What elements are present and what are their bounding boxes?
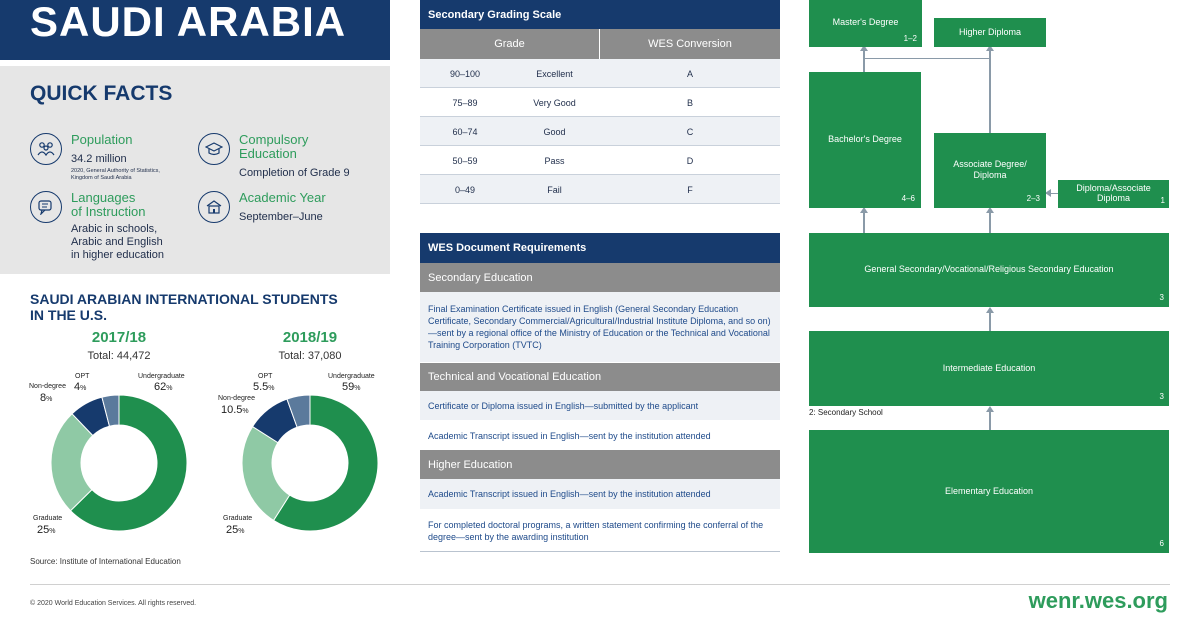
grade-cell-wes: B xyxy=(686,97,693,108)
grade-row xyxy=(420,146,780,175)
grade-cell-wes: C xyxy=(686,126,694,137)
diploma-associate-box xyxy=(1058,180,1169,208)
chart-2-title: 2018/19 xyxy=(282,329,338,346)
chart-1-non-degree-label: Non-degree xyxy=(29,383,66,390)
chart-1-non-degree-value: 8% xyxy=(40,392,53,404)
academic-year-label: Academic Year xyxy=(239,190,326,205)
arrow-up-icon xyxy=(986,307,994,313)
students-heading-line-1: SAUDI ARABIAN INTERNATIONAL STUDENTS xyxy=(30,291,338,307)
students-heading-line-2: IN THE U.S. xyxy=(30,307,108,323)
grade-row xyxy=(420,88,780,117)
grade-cell-range: 60–74 xyxy=(452,126,478,137)
secondary-school-note: 2: Secondary School xyxy=(809,408,883,417)
doc-secondary-heading: Secondary Education xyxy=(420,263,780,292)
chart-1-opt-label: OPT xyxy=(75,373,90,380)
grade-cell-wes: D xyxy=(686,155,694,166)
chart-2-non-degree-value: 10.5% xyxy=(221,404,249,416)
grade-row xyxy=(420,59,780,88)
chart-2-undergraduate-value: 59% xyxy=(342,381,361,393)
grade-row xyxy=(420,175,780,204)
wes-conversion-column-header: WES Conversion xyxy=(600,29,780,59)
higher-diploma-label: Higher Diploma xyxy=(958,27,1022,37)
graduation-cap-icon xyxy=(198,133,230,165)
chart-1-undergraduate-value: 62% xyxy=(154,381,173,393)
doc-higher-heading: Higher Education xyxy=(420,450,780,479)
donut-chart-2018-19 xyxy=(237,390,383,536)
chart-1-title: 2017/18 xyxy=(91,329,147,346)
languages-label-2: of Instruction xyxy=(71,204,146,219)
diploma-associate-years: 1 xyxy=(1160,196,1165,205)
students-heading xyxy=(30,291,370,323)
chart-2-graduate-label: Graduate xyxy=(223,515,253,522)
bachelors-label: Bachelor's Degree xyxy=(828,134,902,144)
academic-year-value: September–June xyxy=(239,211,323,223)
connector-horizontal-top xyxy=(863,58,990,59)
source-note: Source: Institute of International Education xyxy=(30,557,181,566)
associate-label-2: Diploma xyxy=(973,170,1007,180)
bachelors-degree-box xyxy=(809,72,921,208)
chart-1-subtitle: Total: 44,472 xyxy=(87,350,151,362)
connector-secondary-associate xyxy=(989,210,991,233)
secondary-label: General Secondary/Vocational/Religious Secondary Education xyxy=(864,264,1114,274)
associate-years: 2–3 xyxy=(1026,194,1040,203)
chart-2-graduate-value: 25% xyxy=(226,524,245,536)
compulsory-label-2: Education xyxy=(239,146,297,161)
quick-facts-heading: QUICK FACTS xyxy=(30,82,173,105)
intermediate-label: Intermediate Education xyxy=(942,363,1036,373)
chart-2-undergraduate-label: Undergraduate xyxy=(328,373,375,380)
masters-degree-box xyxy=(809,0,922,47)
grade-cell-wes: A xyxy=(686,68,693,79)
school-icon xyxy=(198,191,230,223)
grade-cell-range: 0–49 xyxy=(454,184,476,195)
associate-degree-box xyxy=(934,133,1046,208)
doc-requirements-title: WES Document Requirements xyxy=(420,233,780,263)
higher-diploma-box xyxy=(934,18,1046,47)
grade-cell-desc: Pass xyxy=(544,155,565,166)
intermediate-years: 3 xyxy=(1159,392,1164,401)
grading-scale-title: Secondary Grading Scale xyxy=(420,0,780,29)
connector-associate-higher-diploma xyxy=(989,47,991,133)
diploma-associate-label-1: Diploma/Associate xyxy=(1076,183,1151,193)
languages-label-1: Languages xyxy=(71,190,136,205)
connector-secondary-bachelors xyxy=(863,210,865,233)
grade-cell-range: 50–59 xyxy=(452,155,478,166)
chart-1-opt-value: 4% xyxy=(74,381,87,393)
chart-1-graduate-label: Graduate xyxy=(33,515,63,522)
site-url[interactable]: wenr.wes.org xyxy=(1028,588,1168,613)
arrow-up-icon xyxy=(986,406,994,412)
grade-cell-range: 75–89 xyxy=(452,97,478,108)
chart-2-opt-label: OPT xyxy=(258,373,273,380)
doc-technical-heading: Technical and Vocational Education xyxy=(420,363,780,391)
bachelors-years: 4–6 xyxy=(901,194,915,203)
donut-chart-2017-18 xyxy=(46,390,192,536)
doc-higher-item-1: Academic Transcript issued in English—sent by the institution attended xyxy=(420,479,780,509)
doc-technical-item-1: Certificate or Diploma issued in English—submitted by the applicant xyxy=(420,391,780,420)
speech-icon xyxy=(30,191,62,223)
elementary-years: 6 xyxy=(1159,539,1164,548)
grade-cell-wes: F xyxy=(687,184,693,195)
intermediate-education-box xyxy=(809,331,1169,406)
languages-value-2: Arabic and English xyxy=(71,236,163,248)
diploma-associate-label-2: Diploma xyxy=(1096,193,1130,203)
compulsory-label-1: Compulsory xyxy=(239,132,309,147)
chart-2-subtitle: Total: 37,080 xyxy=(278,350,342,362)
population-note-2: Kingdom of Saudi Arabia xyxy=(71,175,132,181)
grade-cell-desc: Excellent xyxy=(536,68,573,79)
doc-higher-item-2: For completed doctoral programs, a written statement confirming the conferral of the degree—sent by the awarding institution xyxy=(420,510,780,552)
copyright-text: © 2020 World Education Services. All rights reserved. xyxy=(30,600,197,607)
page-title: SAUDI ARABIA xyxy=(30,0,347,45)
grade-cell-desc: Good xyxy=(543,126,566,137)
masters-years: 1–2 xyxy=(903,34,917,43)
elementary-education-box xyxy=(809,430,1169,553)
languages-value-1: Arabic in schools, xyxy=(71,223,158,235)
secondary-years: 3 xyxy=(1159,293,1164,302)
population-value: 34.2 million xyxy=(71,153,127,165)
grade-column-header: Grade xyxy=(420,29,599,59)
masters-label: Master's Degree xyxy=(832,17,899,27)
elementary-label: Elementary Education xyxy=(944,486,1034,496)
footer-divider xyxy=(30,584,1170,585)
population-label: Population xyxy=(71,132,133,147)
compulsory-value: Completion of Grade 9 xyxy=(239,167,350,179)
chart-1-graduate-value: 25% xyxy=(37,524,56,536)
secondary-education-box xyxy=(809,233,1169,307)
grade-cell-desc: Fail xyxy=(547,184,562,195)
grade-row xyxy=(420,117,780,146)
doc-technical-item-2: Academic Transcript issued in English—sent by the institution attended xyxy=(420,421,780,450)
donut-slice-graduate xyxy=(242,427,290,521)
grade-cell-desc: Very Good xyxy=(533,97,576,108)
people-icon xyxy=(30,133,62,165)
doc-secondary-item-1: Final Examination Certificate issued in English (General Secondary Education Certificate, Secondary Commercial/Agricultural/Industrial Institute Diploma, and so on)—sent by a regional office of the Ministry of Education or the Technical and Vocational Training Corporation (TVTC) xyxy=(420,292,780,362)
grade-cell-range: 90–100 xyxy=(449,68,481,79)
associate-label-1: Associate Degree/ xyxy=(953,159,1027,169)
population-note-1: 2020, General Authority of Statistics, xyxy=(71,168,160,174)
chart-1-undergraduate-label: Undergraduate xyxy=(138,373,185,380)
chart-2-non-degree-label: Non-degree xyxy=(218,395,255,402)
chart-2-opt-value: 5.5% xyxy=(253,381,275,393)
languages-value-3: in higher education xyxy=(71,249,164,261)
